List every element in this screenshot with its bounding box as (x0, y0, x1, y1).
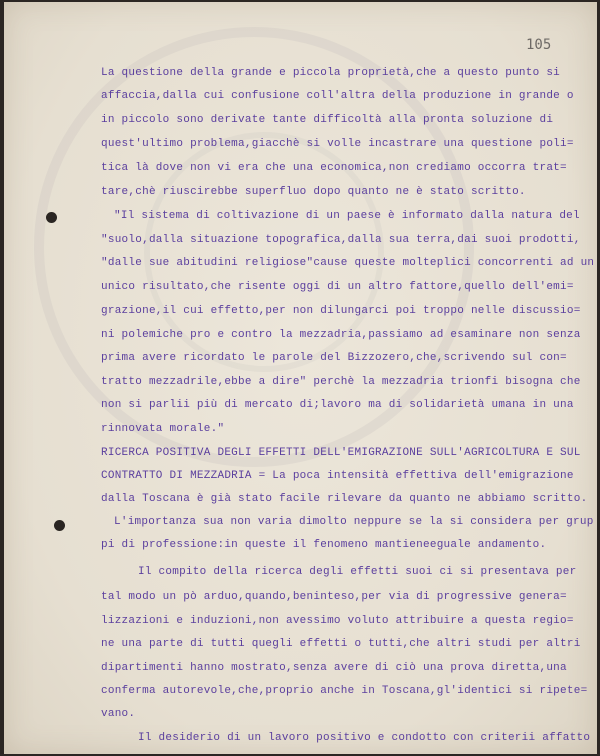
text-line: non si parlii più di mercato di;lavoro ma di solidarietà umana in una (101, 399, 574, 411)
text-line: pi di professione:in queste il fenomeno mantieneeguale andamento. (101, 539, 547, 551)
text-line: ne una parte di tutti quegli effetti o tutti,che altri studi per altri (101, 638, 581, 650)
section-heading: CONTRATTO DI MEZZADRIA = La poca intensità effettiva dell'emigrazione (101, 470, 574, 482)
punch-hole-top (46, 212, 57, 223)
text-line: tal modo un pò arduo,quando,beninteso,per via di progressive genera= (101, 591, 567, 603)
page-number: 105 (526, 37, 552, 53)
text-line: tare,chè riuscirebbe superfluo dopo quanto ne è stato scritto. (101, 186, 526, 198)
text-line: prima avere ricordato le parole del Bizzozero,che,scrivendo sul con= (101, 352, 567, 364)
text-line: ni polemiche pro e contro la mezzadria,passiamo ad esaminare non senza (101, 329, 581, 341)
text-line: dipartimenti hanno mostrato,senza avere di ciò una prova diretta,una (101, 662, 567, 674)
text-line: tica là dove non vi era che una economica,non crediamo occorra trat= (101, 162, 567, 174)
document-page (4, 2, 597, 754)
text-line: rinnovata morale." (101, 423, 225, 435)
text-line: tratto mezzadrile,ebbe a dire" perchè la mezzadria trionfi bisogna che (101, 376, 581, 388)
text-line: in piccolo sono derivate tante difficoltà alla pronta soluzione di (101, 114, 554, 126)
text-line: unico risultato,che risente oggi di un altro fattore,quello dell'emi= (101, 281, 574, 293)
text-line: affaccia,dalla cui confusione coll'altra della produzione in grande o (101, 90, 574, 102)
text-line: "dalle sue abitudini religiose"cause queste molteplici concorrenti ad un (101, 257, 595, 269)
text-line: quest'ultimo problema,giacchè si volle incastrare una questione poli= (101, 138, 574, 150)
text-line: "suolo,dalla situazione topografica,dalla sua terra,dai suoi prodotti, (101, 234, 581, 246)
punch-hole-bottom (54, 520, 65, 531)
text-line: vano. (101, 708, 136, 720)
text-line: Il compito della ricerca degli effetti suoi ci si presentava per (138, 566, 577, 578)
text-line: dalla Toscana è già stato facile rilevare da quanto ne abbiamo scritto. (101, 493, 588, 505)
text-line: "Il sistema di coltivazione di un paese è informato dalla natura del (114, 210, 580, 222)
text-line: L'importanza sua non varia dimolto neppure se la si considera per grup (114, 516, 594, 528)
text-line: La questione della grande e piccola proprietà,che a questo punto si (101, 67, 561, 79)
text-line: conferma autorevole,che,proprio anche in Toscana,gl'identici si ripete= (101, 685, 588, 697)
text-line: Il desiderio di un lavoro positivo e condotto con criterii affatto (138, 732, 591, 744)
text-line: lizzazioni e induzioni,non avessimo voluto attribuire a questa regio= (101, 615, 574, 627)
text-line: grazione,il cui effetto,per non dilungarci poi troppo nelle discussio= (101, 305, 581, 317)
section-heading: RICERCA POSITIVA DEGLI EFFETTI DELL'EMIGRAZIONE SULL'AGRICOLTURA E SUL (101, 447, 581, 459)
